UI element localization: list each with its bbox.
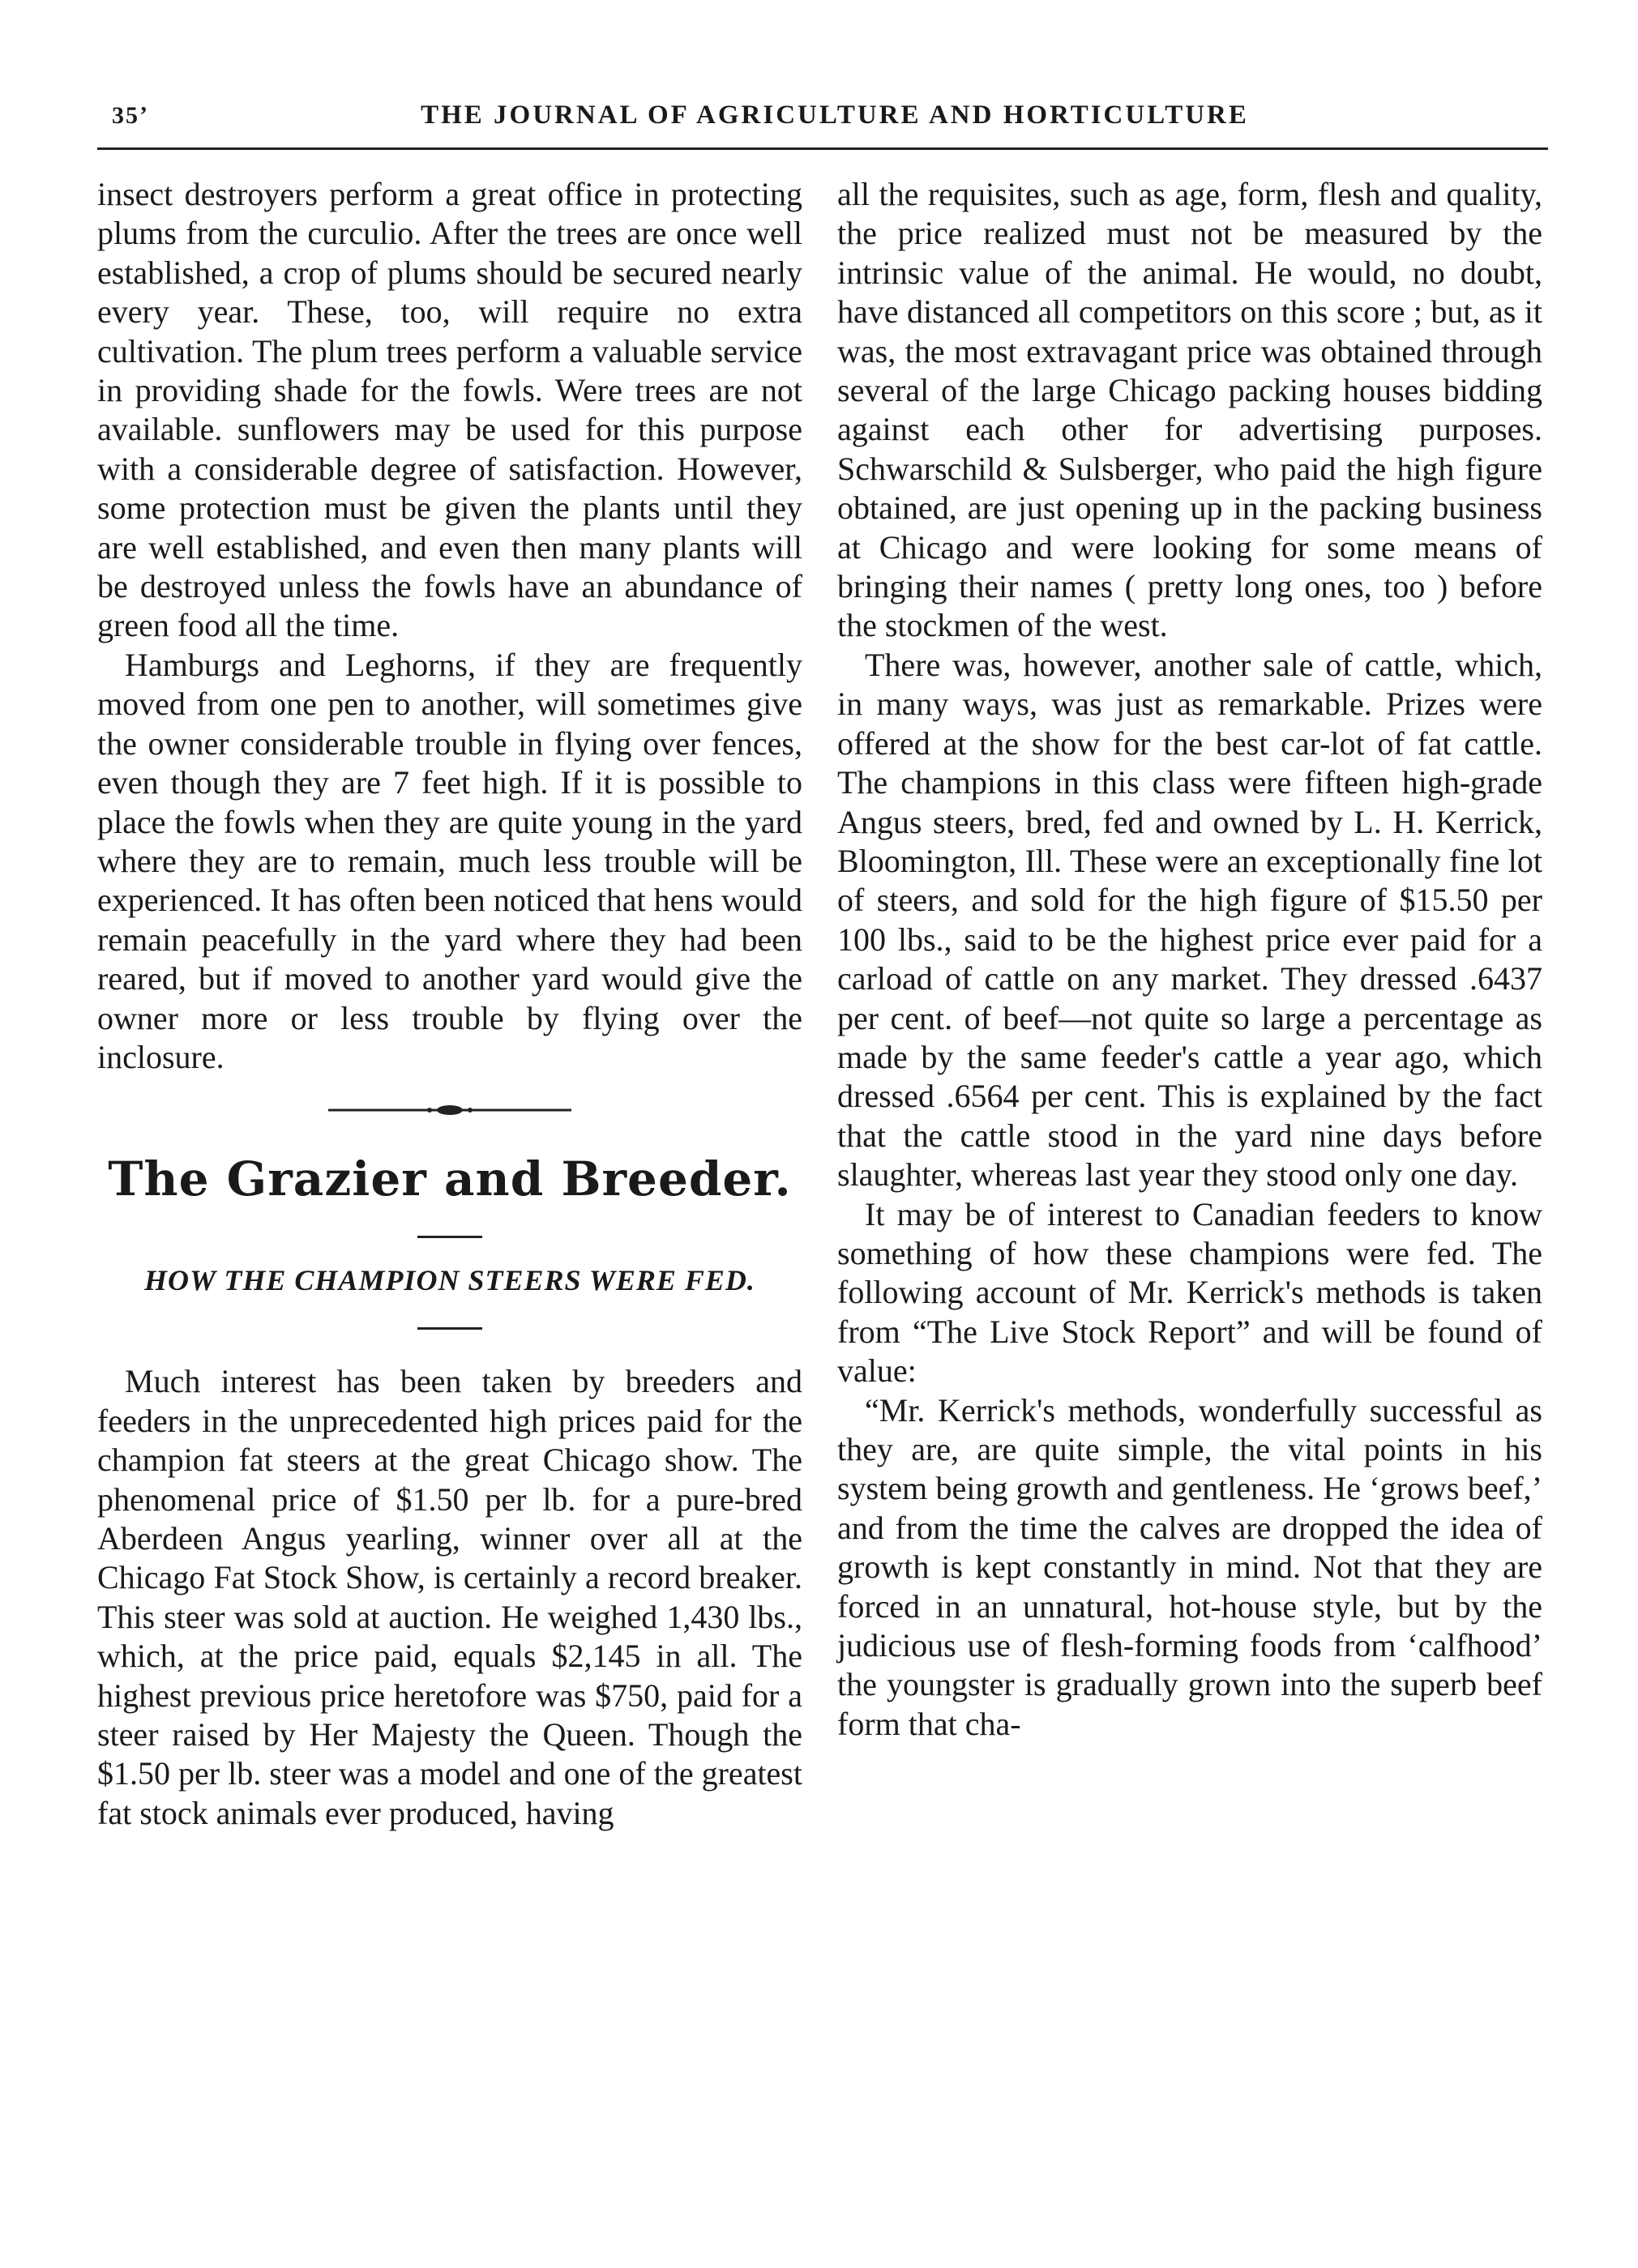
paragraph: It may be of interest to Canadian feeders to know something of how these champions were fed. The following account of Mr. Kerrick's methods is taken from “The Live Stock Report” and will be found of value: (837, 1195, 1542, 1390)
paragraph: all the requisites, such as age, form, flesh and quality, the price realized must not be measured by the intrinsic value of the animal. He would, no doubt, have distanced all competitors on this score ; but, as it was, the most extravagant price was obtained through several of the large Chicago packing houses bidding against each other for advertising purposes. Schwarschild & Sulsberger, who paid the high figure obtained, are just opening up in the packing business at Chicago and were looking for some means of bringing their names ( pretty long ones, too ) before the stockmen of the west. (837, 176, 1542, 644)
paragraph: “Mr. Kerrick's methods, wonderfully successful as they are, are quite simple, the vital points in his system being growth and gentleness. He ‘grows beef,’ and from the time the calves are dropped the idea of growth is kept constantly in mind. Not that they are forced in an unnatural, hot-house style, but by the judicious use of flesh-forming foods from ‘calfhood’ the youngster is gradually grown into the superb beef form that cha- (837, 1391, 1542, 1742)
page-number: 35ʼ (112, 102, 149, 129)
running-head: THE JOURNAL OF AGRICULTURE AND HORTICULTURE (421, 100, 1249, 130)
left-column (97, 175, 802, 1833)
paragraph: Hamburgs and Leghorns, if they are frequently moved from one pen to another, will sometimes give the owner considerable trouble in flying over fences, even though they are 7 feet high. If it is possible to place the fowls when they are quite young in the yard where they are to remain, much less trouble will be experienced. It has often been noticed that hens would remain peacefully in the yard where they had been reared, but if moved to another yard would give the owner more or less trouble by flying over the inclosure. (97, 646, 802, 1075)
article-title: HOW THE CHAMPION STEERS WERE FED. (144, 1264, 755, 1297)
paragraph: There was, however, another sale of cattle, which, in many ways, was just as remarkable. Prizes were offered at the show for the best car-lot of fat cattle. The champions in this class were fifteen high-grade Angus steers, bred, fed and owned by L. H. Kerrick, Bloomington, Ill. These were an exceptionally fine lot of steers, and sold for the high figure of $15.50 per 100 lbs., said to be the highest price ever paid for a carload of cattle on any market. They dressed .6437 per cent. of beef—not quite so large a percentage as made by the same feeder's cattle a year ago, which dressed .6564 per cent. This is explained by the fact that the cattle stood in the yard nine days before slaughter, whereas last year they stood only one day. (837, 646, 1542, 1194)
section-title: The Grazier and Breeder. (108, 1151, 792, 1207)
header-rule (97, 147, 1548, 150)
ornament-divider-icon (328, 1104, 571, 1116)
section-rule (417, 1236, 482, 1238)
paragraph: Much interest has been taken by breeders and feeders in the unprecedented high prices paid for the champion fat steers at the great Chicago show. The phenomenal price of $1.50 per lb. for a pure-bred Aberdeen Angus yearling, winner over all at the Chicago Fat Stock Show, is certainly a record breaker. This steer was sold at auction. He weighed 1,430 lbs., which, at the price paid, equals $2,145 in all. The highest previous price heretofore was $750, paid for a steer raised by Her Majesty the Queen. Though the $1.50 per lb. steer was a model and one of the greatest fat stock animals ever produced, having (97, 1363, 802, 1831)
right-column (837, 175, 1542, 1744)
paragraph: insect destroyers perform a great office in protecting plums from the curculio. After the trees are once well established, a crop of plums should be secured nearly every year. These, too, will require no extra cultivation. The plum trees perform a valuable service in providing shade for the fowls. Were trees are not available. sunflowers may be used for this purpose with a considerable degree of satisfaction. However, some protection must be given the plants until they are well established, and even then many plants will be destroyed unless the fowls have an abundance of green food all the time. (97, 176, 802, 644)
